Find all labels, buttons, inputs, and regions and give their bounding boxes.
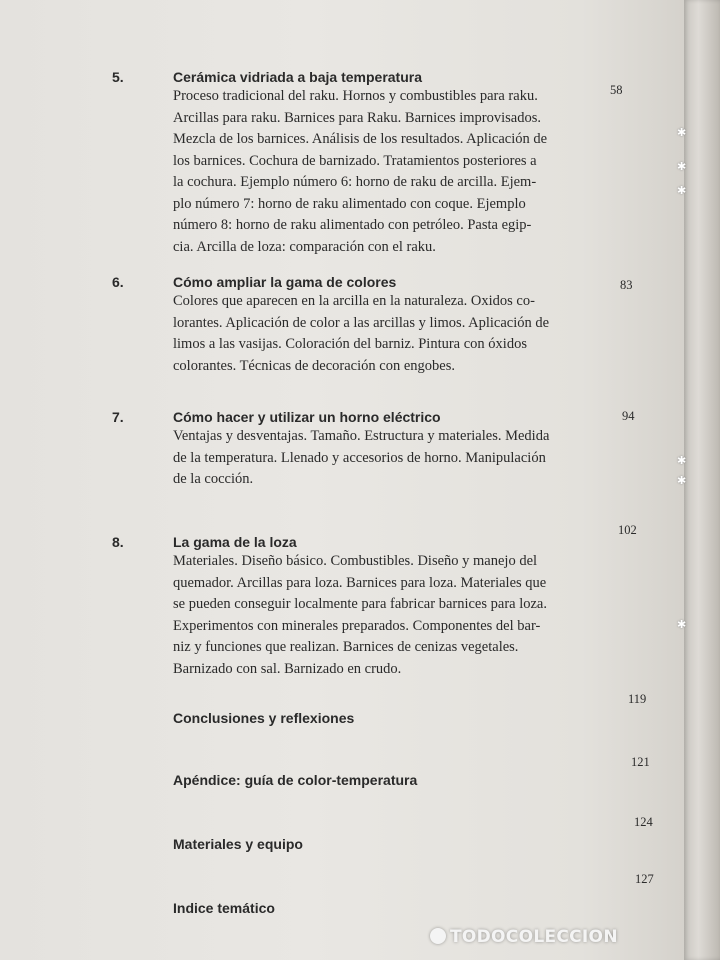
binding-stitch-icon: ✱: [677, 184, 687, 197]
toc-entry-apendice: Apéndice: guía de color-temperatura: [173, 772, 418, 788]
toc-entry-chapter-6: [112, 273, 610, 377]
summary-line: Arcillas para raku. Barnices para Raku. Barnices improvisados.: [173, 109, 542, 126]
toc-entry-chapter-5: [112, 68, 610, 258]
page-number: 124: [634, 815, 653, 829]
chapter-title: Cerámica vidriada a baja temperatura: [173, 69, 423, 85]
summary-line: cia. Arcilla de loza: comparación con el raku.: [173, 238, 436, 255]
summary-line: limos a las vasijas. Coloración del barniz. Pintura con óxidos: [173, 336, 527, 352]
binding-stitch-icon: ✱: [677, 160, 687, 173]
summary-line: Ventajas y desventajas. Tamaño. Estructura y materiales. Medida: [173, 428, 550, 444]
binding-stitch-icon: ✱: [677, 454, 687, 467]
chapter-summary: [173, 86, 610, 258]
watermark-text: TODOCOLECCION: [450, 927, 618, 947]
page-number: 83: [620, 278, 633, 292]
summary-line: se pueden conseguir localmente para fabricar barnices para loza.: [173, 596, 547, 612]
chapter-number: 7.: [112, 409, 124, 425]
chapter-title: Cómo hacer y utilizar un horno eléctrico: [173, 409, 441, 425]
summary-line: plo número 7: horno de raku alimentado con coque. Ejemplo: [173, 195, 526, 212]
summary-line: la cochura. Ejemplo número 6: horno de raku de arcilla. Ejem-: [173, 174, 537, 190]
chapter-summary: [173, 291, 610, 377]
summary-line: colorantes. Técnicas de decoración con engobes.: [173, 357, 455, 374]
summary-line: de la cocción.: [173, 471, 254, 487]
chapter-title: La gama de la loza: [173, 534, 297, 550]
summary-line: los barnices. Cochura de barnizado. Tratamientos posteriores a: [173, 152, 537, 169]
page-number: 121: [631, 755, 650, 769]
chapter-summary: [173, 551, 610, 680]
summary-line: número 8: horno de raku alimentado con petróleo. Pasta egip-: [173, 217, 532, 233]
binding-stitch-icon: ✱: [677, 126, 687, 139]
toc-entry-conclusiones: Conclusiones y reflexiones: [173, 710, 355, 726]
page-number: 127: [635, 872, 654, 886]
summary-line: quemador. Arcillas para loza. Barnices para loza. Materiales que: [173, 574, 547, 591]
binding-stitch-icon: ✱: [677, 474, 687, 487]
watermark: [430, 927, 618, 947]
summary-line: Experimentos con minerales preparados. Componentes del bar-: [173, 617, 541, 634]
summary-line: Barnizado con sal. Barnizado en crudo.: [173, 660, 402, 677]
toc-entry-materiales: Materiales y equipo: [173, 836, 303, 852]
summary-line: Materiales. Diseño básico. Combustibles. Diseño y manejo del: [173, 553, 538, 569]
summary-line: Proceso tradicional del raku. Hornos y combustibles para raku.: [173, 88, 538, 104]
chapter-number: 6.: [112, 274, 124, 290]
page-number: 102: [618, 523, 637, 537]
summary-line: de la temperatura. Llenado y accesorios de horno. Manipulación: [173, 449, 546, 466]
chapter-summary: [173, 426, 610, 491]
summary-line: Mezcla de los barnices. Análisis de los resultados. Aplicación de: [173, 131, 548, 147]
summary-line: niz y funciones que realizan. Barnices de cenizas vegetales.: [173, 639, 519, 655]
toc-entry-chapter-7: [112, 408, 610, 491]
summary-line: lorantes. Aplicación de color a las arcillas y limos. Aplicación de: [173, 314, 550, 331]
watermark-logo-icon: [430, 928, 446, 944]
chapter-number: 5.: [112, 69, 124, 85]
book-spine: [684, 0, 720, 960]
page-number: 119: [628, 692, 647, 706]
chapter-title: Cómo ampliar la gama de colores: [173, 274, 397, 290]
chapter-number: 8.: [112, 534, 124, 550]
page-number: 94: [622, 409, 635, 423]
page-number: 58: [610, 83, 623, 97]
toc-entry-chapter-8: [112, 533, 610, 680]
summary-line: Colores que aparecen en la arcilla en la naturaleza. Oxidos co-: [173, 293, 535, 309]
toc-entry-indice: Indice temático: [173, 900, 275, 916]
binding-stitch-icon: ✱: [677, 618, 687, 631]
